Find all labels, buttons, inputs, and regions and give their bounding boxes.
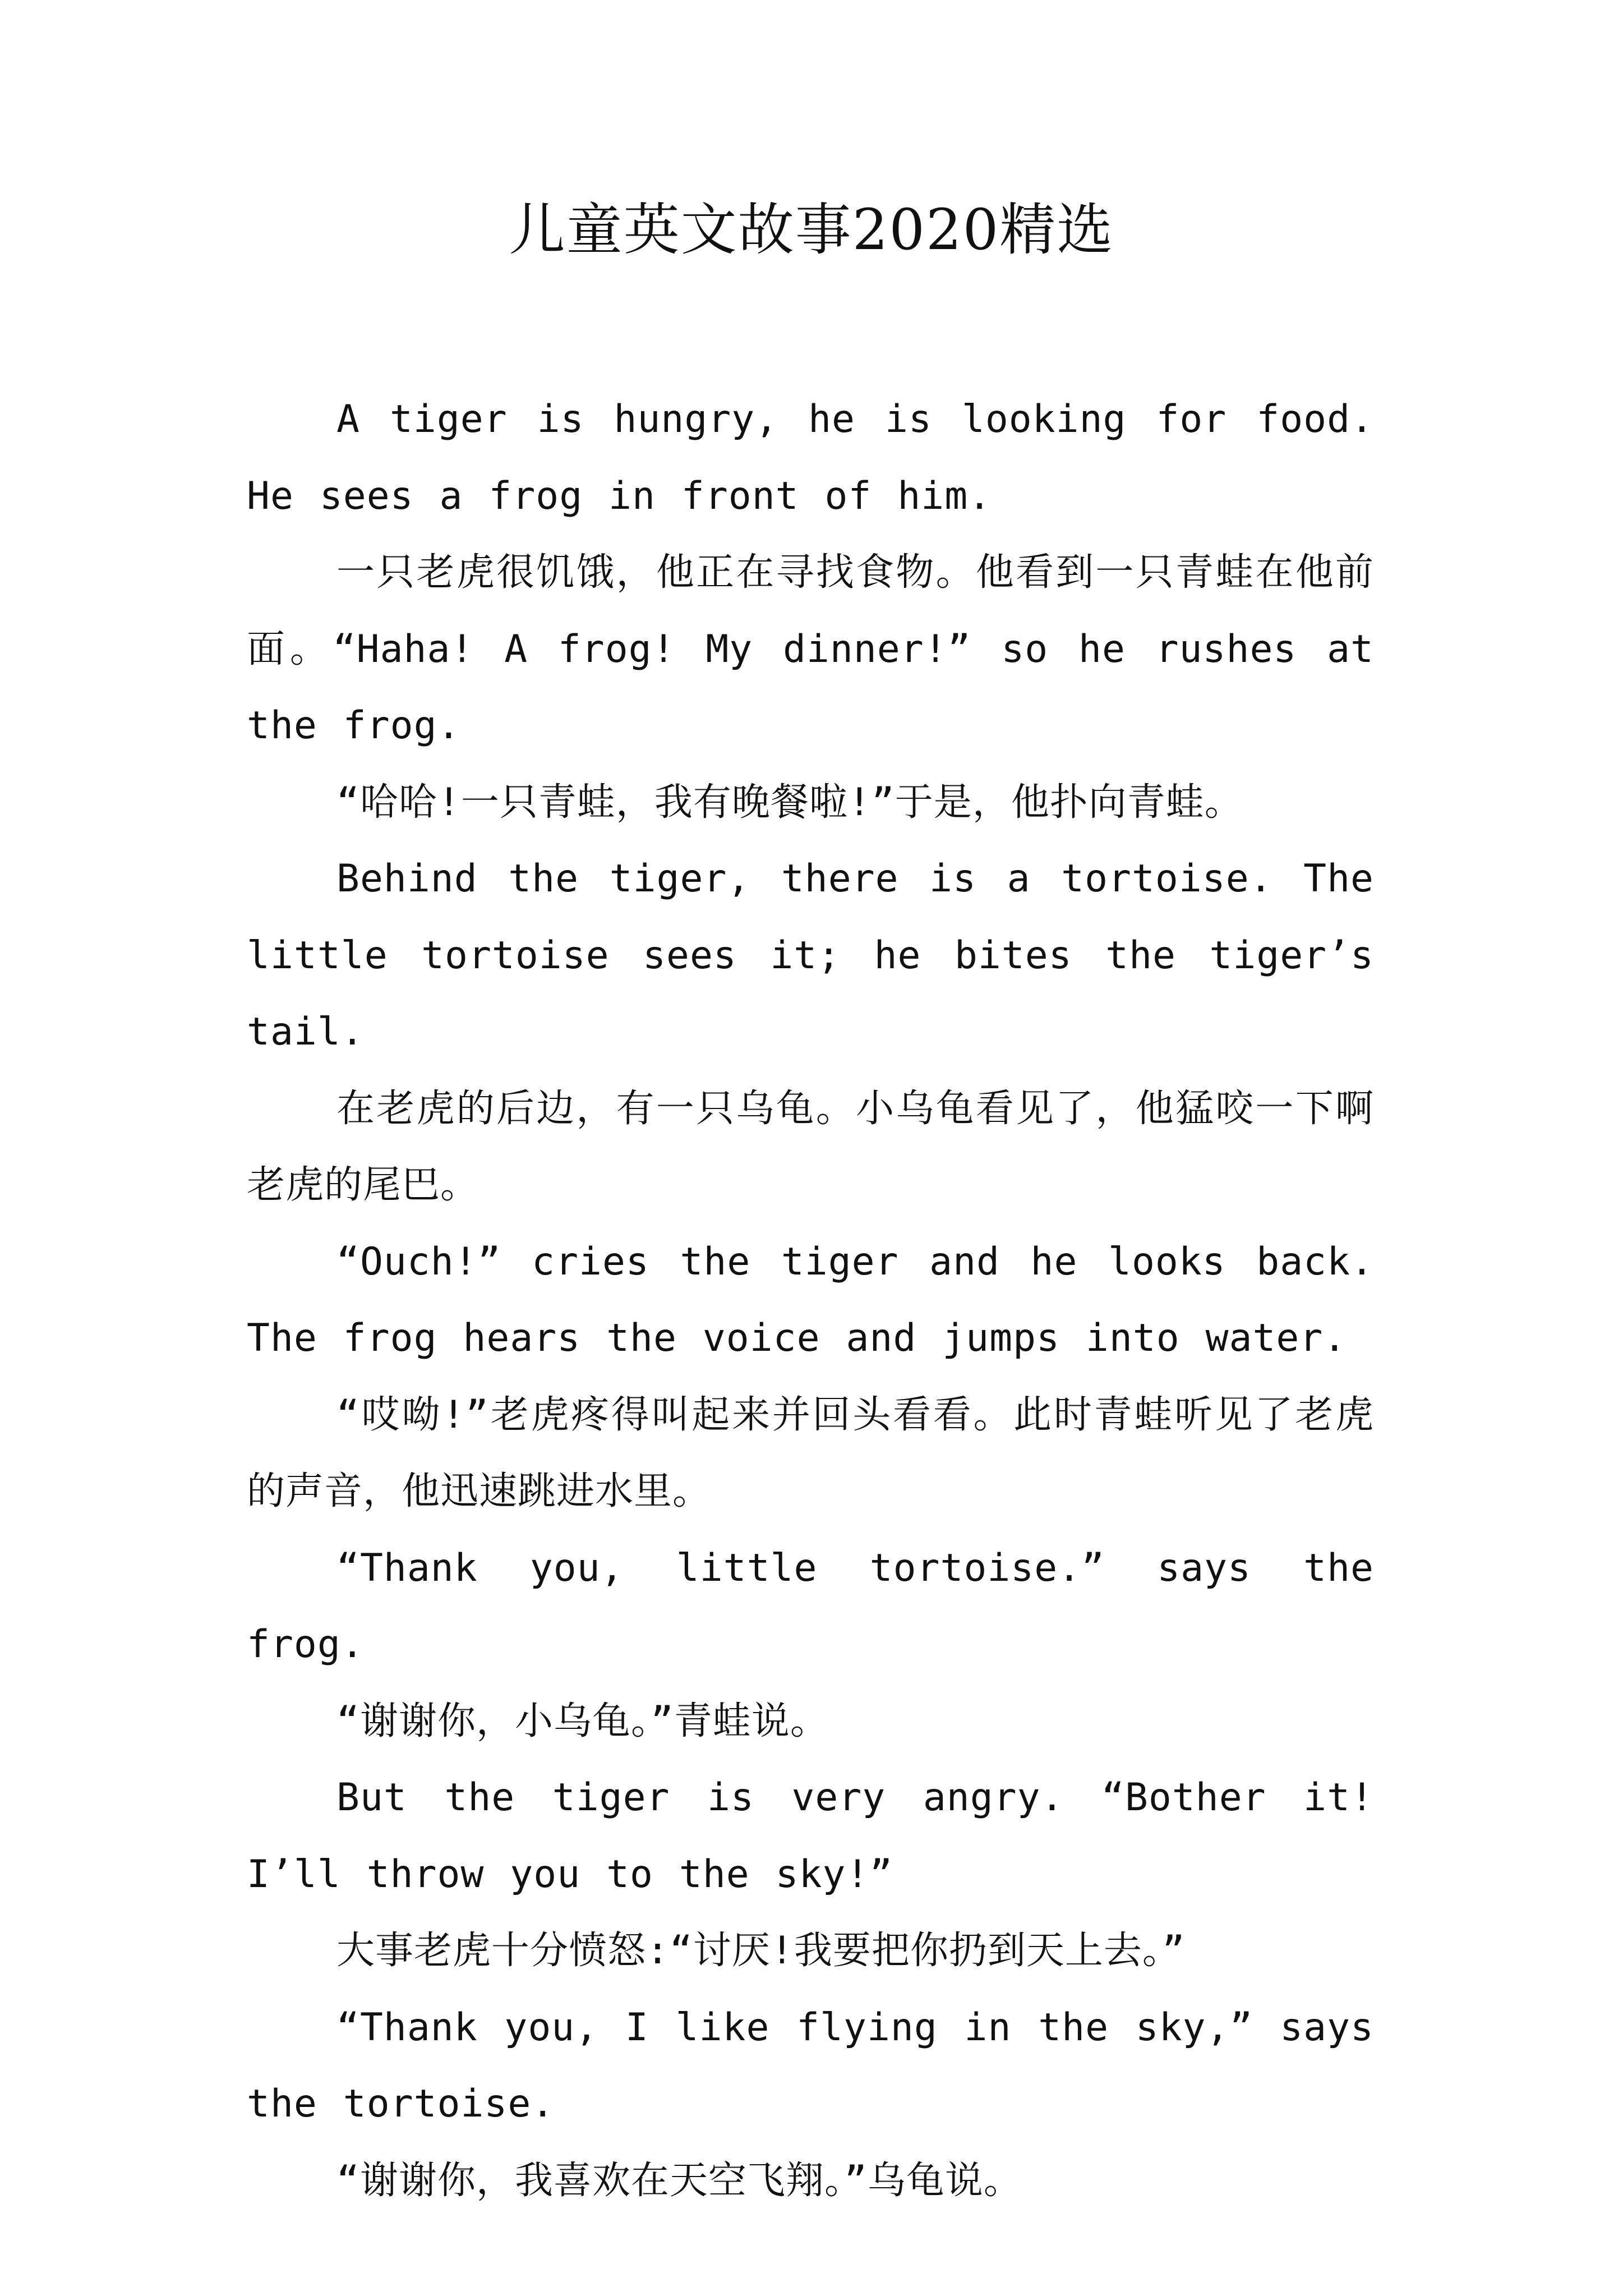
paragraph: 一只老虎很饥饿，他正在寻找食物。他看到一只青蛙在他前面。“Haha! A frog! My dinner!” so he rushes at the frog. (247, 550, 1374, 748)
paragraph: “Ouch!” cries the tiger and he looks back. The frog hears the voice and jumps into water. (247, 1239, 1374, 1360)
document-title: 儿童英文故事2020精选 (509, 197, 1114, 263)
paragraph: Behind the tiger, there is a tortoise. The little tortoise sees it; he bites the tiger’s tail. (247, 857, 1374, 1054)
paragraph: “谢谢你，我喜欢在天空飞翔。”乌龟说。 (336, 2158, 1022, 2203)
paragraph: 在老虎的后边，有一只乌龟。小乌龟看见了，他猛咬一下啊老虎的尾巴。 (247, 1086, 1374, 1207)
document-body (247, 381, 1374, 2219)
paragraph: “Thank you, I like flying in the sky,” says the tortoise. (247, 2005, 1374, 2126)
paragraph: A tiger is hungry, he is looking for food. He sees a frog in front of him. (247, 397, 1374, 518)
paragraph: “谢谢你，小乌龟。”青蛙说。 (336, 1699, 829, 1743)
paragraph: “哈哈!一只青蛙，我有晚餐啦!”于是，他扑向青蛙。 (336, 780, 1243, 825)
paragraph: “Thank you, little tortoise.” says the frog. (247, 1545, 1374, 1667)
paragraph: “哎呦!”老虎疼得叫起来并回头看看。此时青蛙听见了老虎的声音，他迅速跳进水里。 (247, 1392, 1374, 1513)
paragraph: But the tiger is very angry. “Bother it! I’ll throw you to the sky!” (247, 1775, 1374, 1897)
paragraph: 大事老虎十分愤怒:“讨厌!我要把你扔到天上去。” (336, 1929, 1186, 1973)
